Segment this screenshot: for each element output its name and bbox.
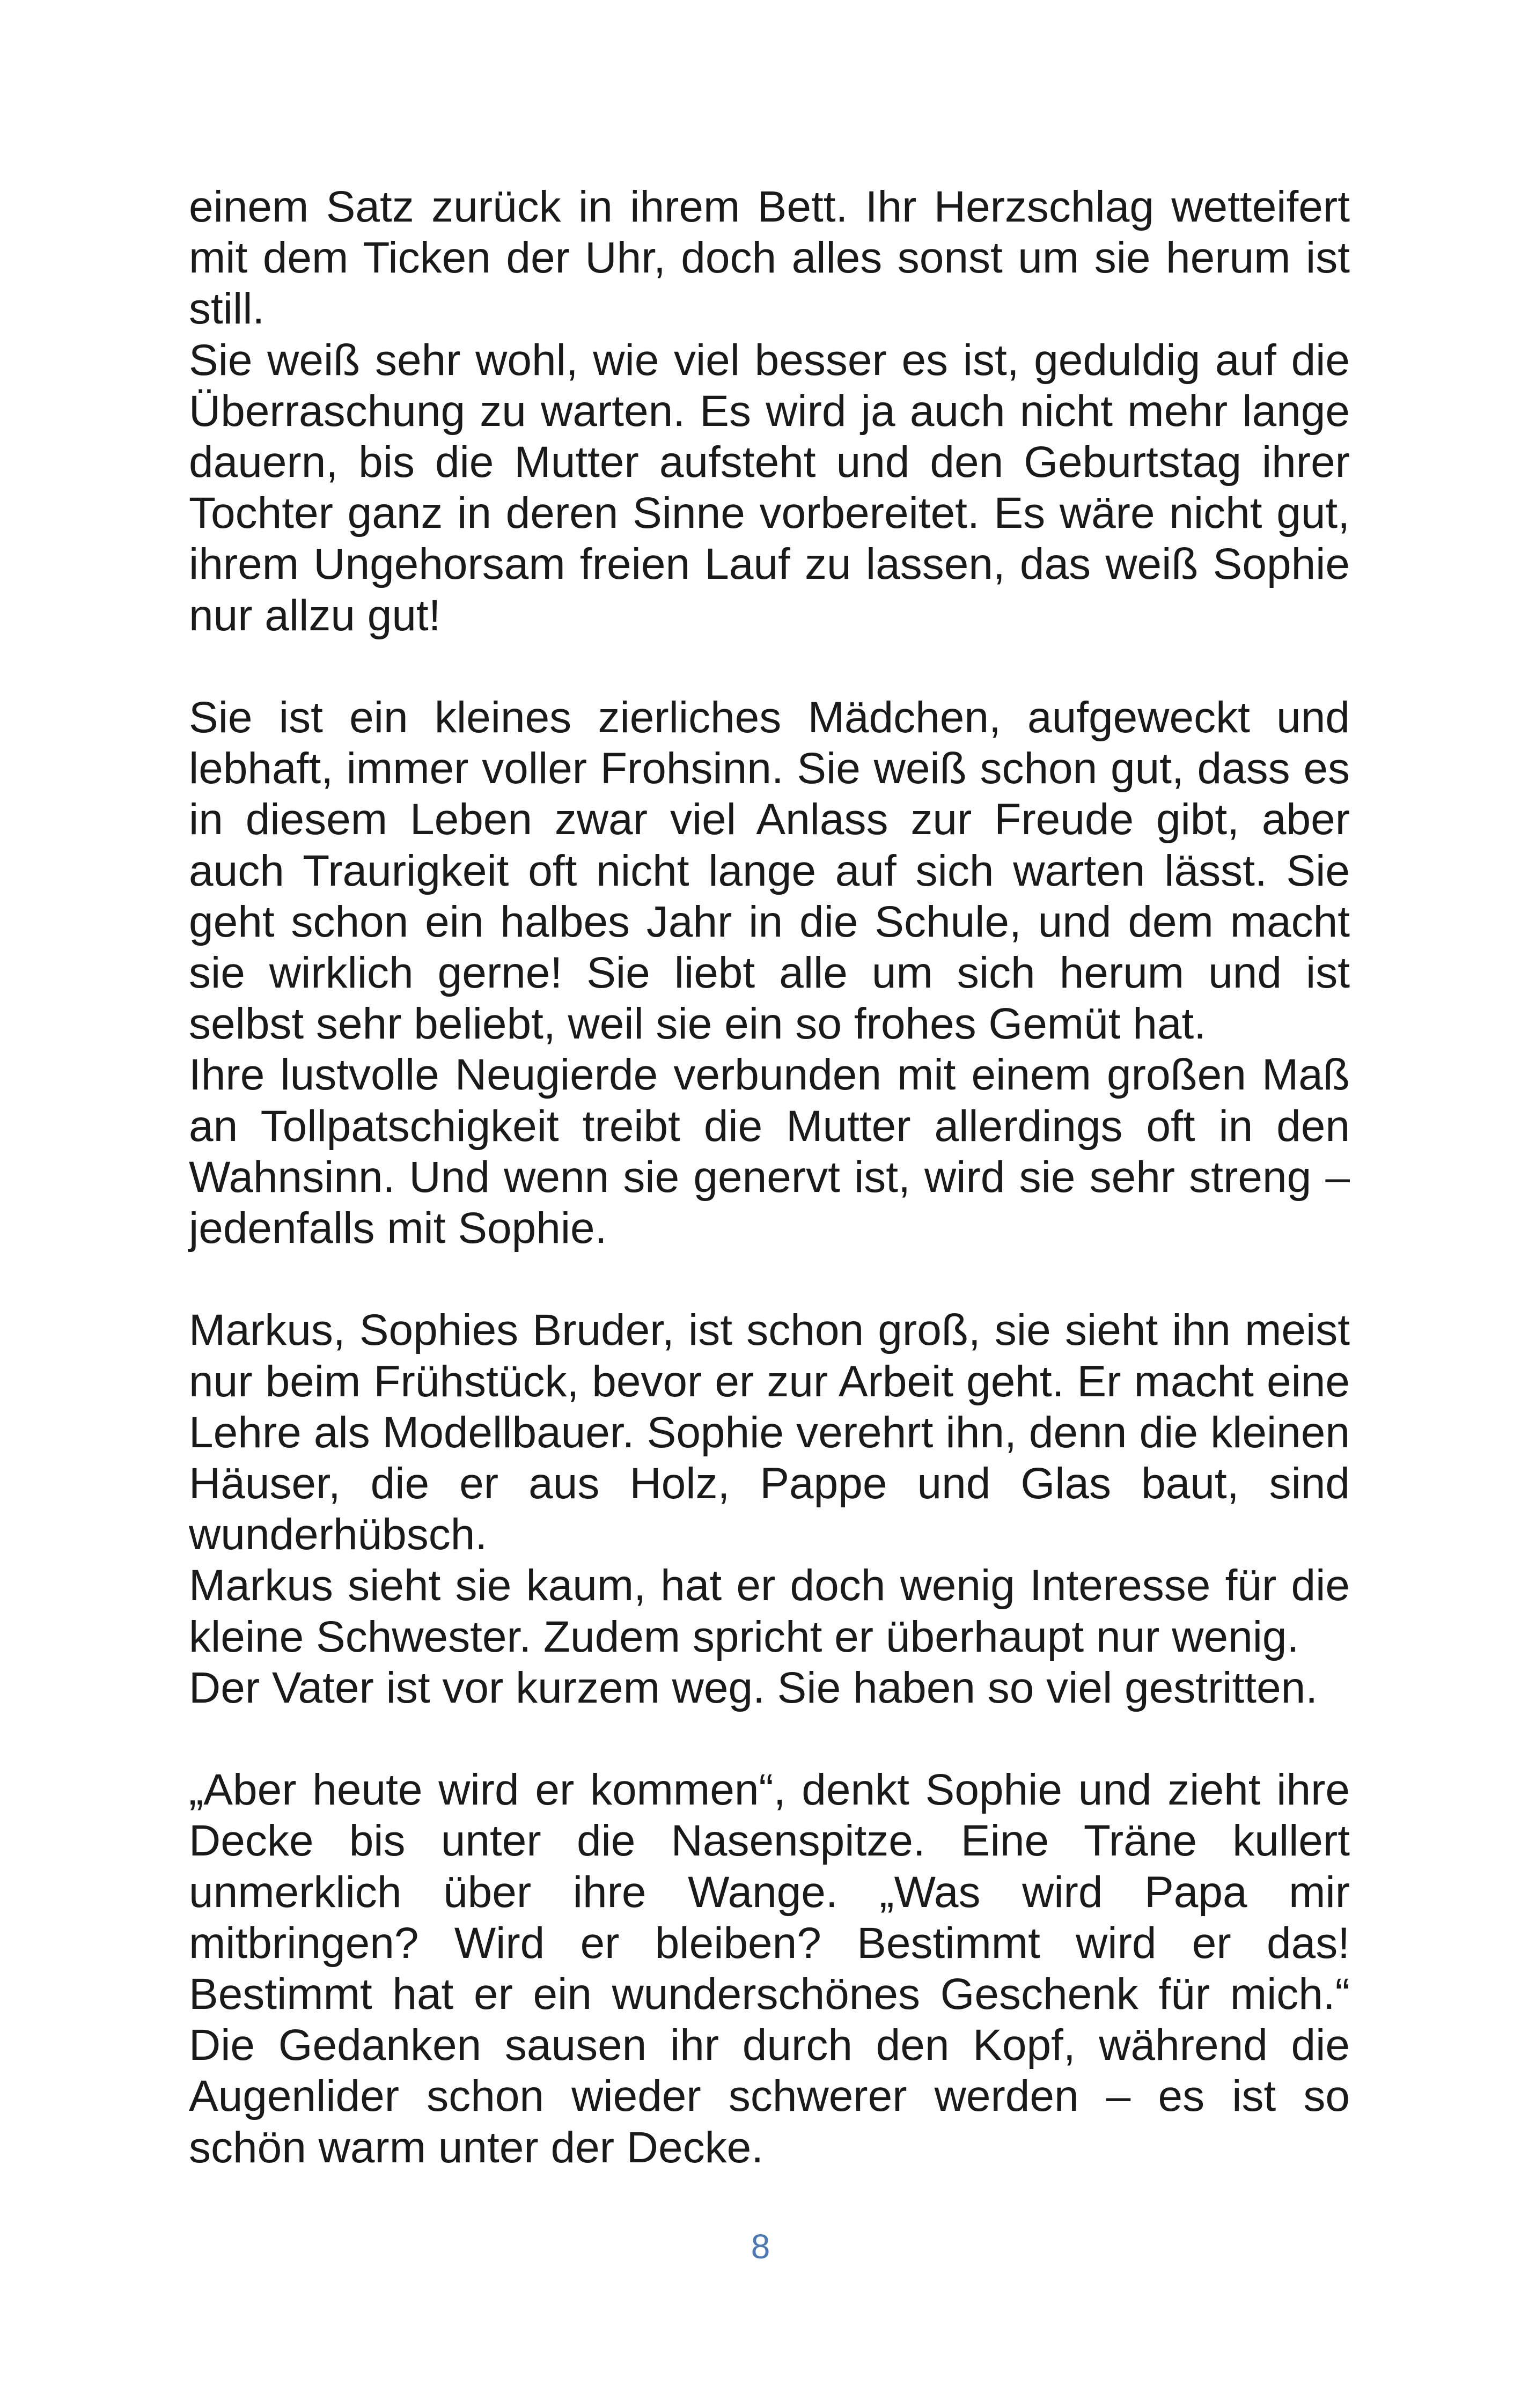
paragraph: Markus sieht sie kaum, hat er doch wenig Interesse für die kleine Schwester. Zudem spricht er überhaupt nur wenig. (189, 1561, 1350, 1661)
body-text (189, 181, 1350, 2173)
paragraph: „Aber heute wird er kommen“, denkt Sophie und zieht ihre Decke bis unter die Nasenspitze. Eine Träne kullert unmerklich über ihre Wange. „Was wird Papa mir mitbringen? Wird er bleiben? Bestimmt wird er das! Bestimmt hat er ein wunderschönes Geschenk für mich.“ Die Gedanken sausen ihr durch den Kopf, während die Augenlider schon wieder schwerer werden – es ist so schön warm unter der Decke. (189, 1765, 1350, 2172)
page-number: 8 (751, 2227, 770, 2266)
paragraph: einem Satz zurück in ihrem Bett. Ihr Herzschlag wetteifert mit dem Ticken der Uhr, doch alles sonst um sie herum ist still. (189, 182, 1350, 334)
paragraph: Ihre lustvolle Neugierde verbunden mit einem großen Maß an Tollpatschigkeit treibt die Mutter allerdings oft in den Wahnsinn. Und wenn sie genervt ist, wird sie sehr streng – jedenfalls mit Sophie. (189, 1050, 1350, 1253)
paragraph: Markus, Sophies Bruder, ist schon groß, sie sieht ihn meist nur beim Frühstück, bevor er zur Arbeit geht. Er macht eine Lehre als Modellbauer. Sophie verehrt ihn, denn die kleinen Häuser, die er aus Holz, Pappe und Glas baut, sind wunderhübsch. (189, 1306, 1350, 1559)
paragraph: Der Vater ist vor kurzem weg. Sie haben so viel gestritten. (189, 1663, 1318, 1712)
paragraph: Sie weiß sehr wohl, wie viel besser es ist, geduldig auf die Überraschung zu warten. Es wird ja auch nicht mehr lange dauern, bis die Mutter aufsteht und den Geburtstag ihrer Tochter ganz in deren Sinne vorbereitet. Es wäre nicht gut, ihrem Ungehorsam freien Lauf zu lassen, das weiß Sophie nur allzu gut! (189, 335, 1350, 640)
paragraph: Sie ist ein kleines zierliches Mädchen, aufgeweckt und lebhaft, immer voller Frohsinn. Sie weiß schon gut, dass es in diesem Leben zwar viel Anlass zur Freude gibt, aber auch Traurigkeit oft nicht lange auf sich warten lässt. Sie geht schon ein halbes Jahr in die Schule, und dem macht sie wirklich gerne! Sie liebt alle um sich herum und ist selbst sehr beliebt, weil sie ein so frohes Gemüt hat. (189, 693, 1350, 1049)
